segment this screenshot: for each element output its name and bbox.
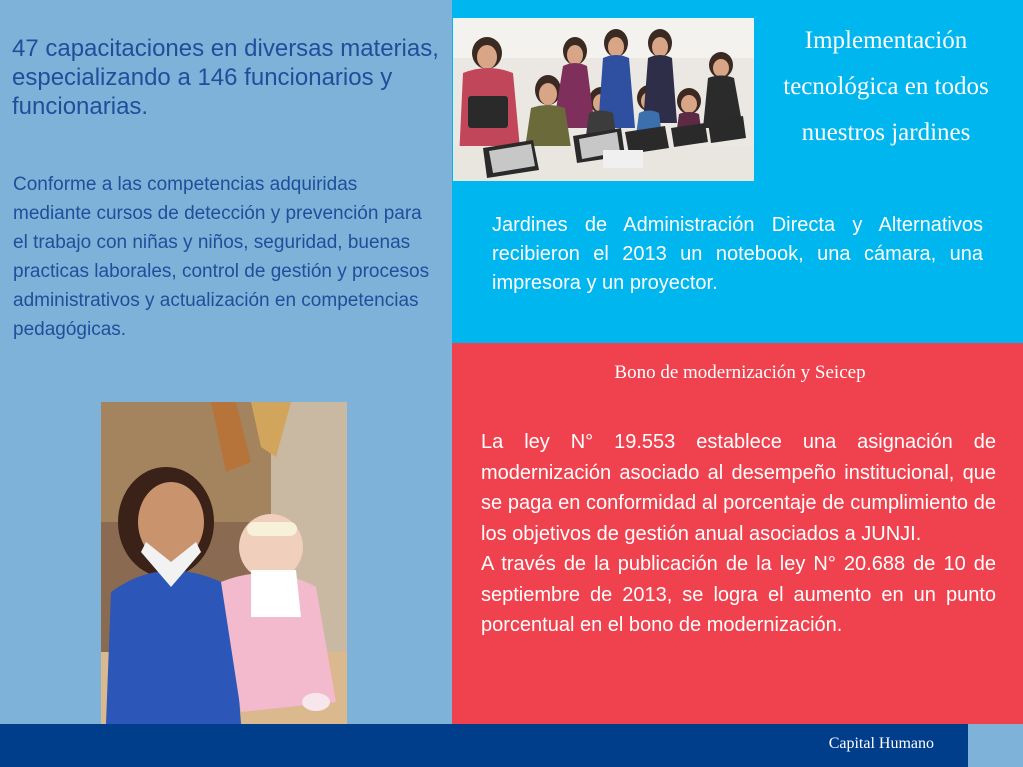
photo-staff-with-notebooks xyxy=(453,18,754,181)
footer-bar xyxy=(0,724,968,767)
bonus-description xyxy=(481,427,996,641)
photo-woman-with-baby xyxy=(101,402,347,724)
bonus-paragraph-law-19553: La ley N° 19.553 establece una asignación de modernización asociado al desempeño institucional, que se paga en conformidad al porcentaje de cumplimiento de los objetivos de gestión anual asociados a JUNJI. xyxy=(481,431,996,545)
training-description: Conforme a las competencias adquiridas mediante cursos de detección y prevención para el trabajo con niñas y niños, seguridad, buenas practicas laborales, control de gestión y procesos administrativos y actualización en competencias pedagógicas. xyxy=(13,174,430,340)
footer-section-label: Capital Humano xyxy=(828,735,934,752)
footer-corner-block xyxy=(968,724,1023,767)
technology-title: Implementación tecnológica en todos nuestros jardines xyxy=(783,27,989,146)
bonus-paragraph-law-20688: A través de la publicación de la ley N° 20.688 de 10 de septiembre de 2013, se logra el aumento en un punto porcentual en el bono de modernización. xyxy=(481,553,996,636)
bonus-title: Bono de modernización y Seicep xyxy=(614,362,866,383)
technology-description: Jardines de Administración Directa y Alternativos recibieron el 2013 un notebook, una cámara, una impresora y un proyector. xyxy=(492,214,983,294)
training-heading: 47 capacitaciones en diversas materias, especializando a 146 funcionarios y funcionarias. xyxy=(12,35,439,120)
